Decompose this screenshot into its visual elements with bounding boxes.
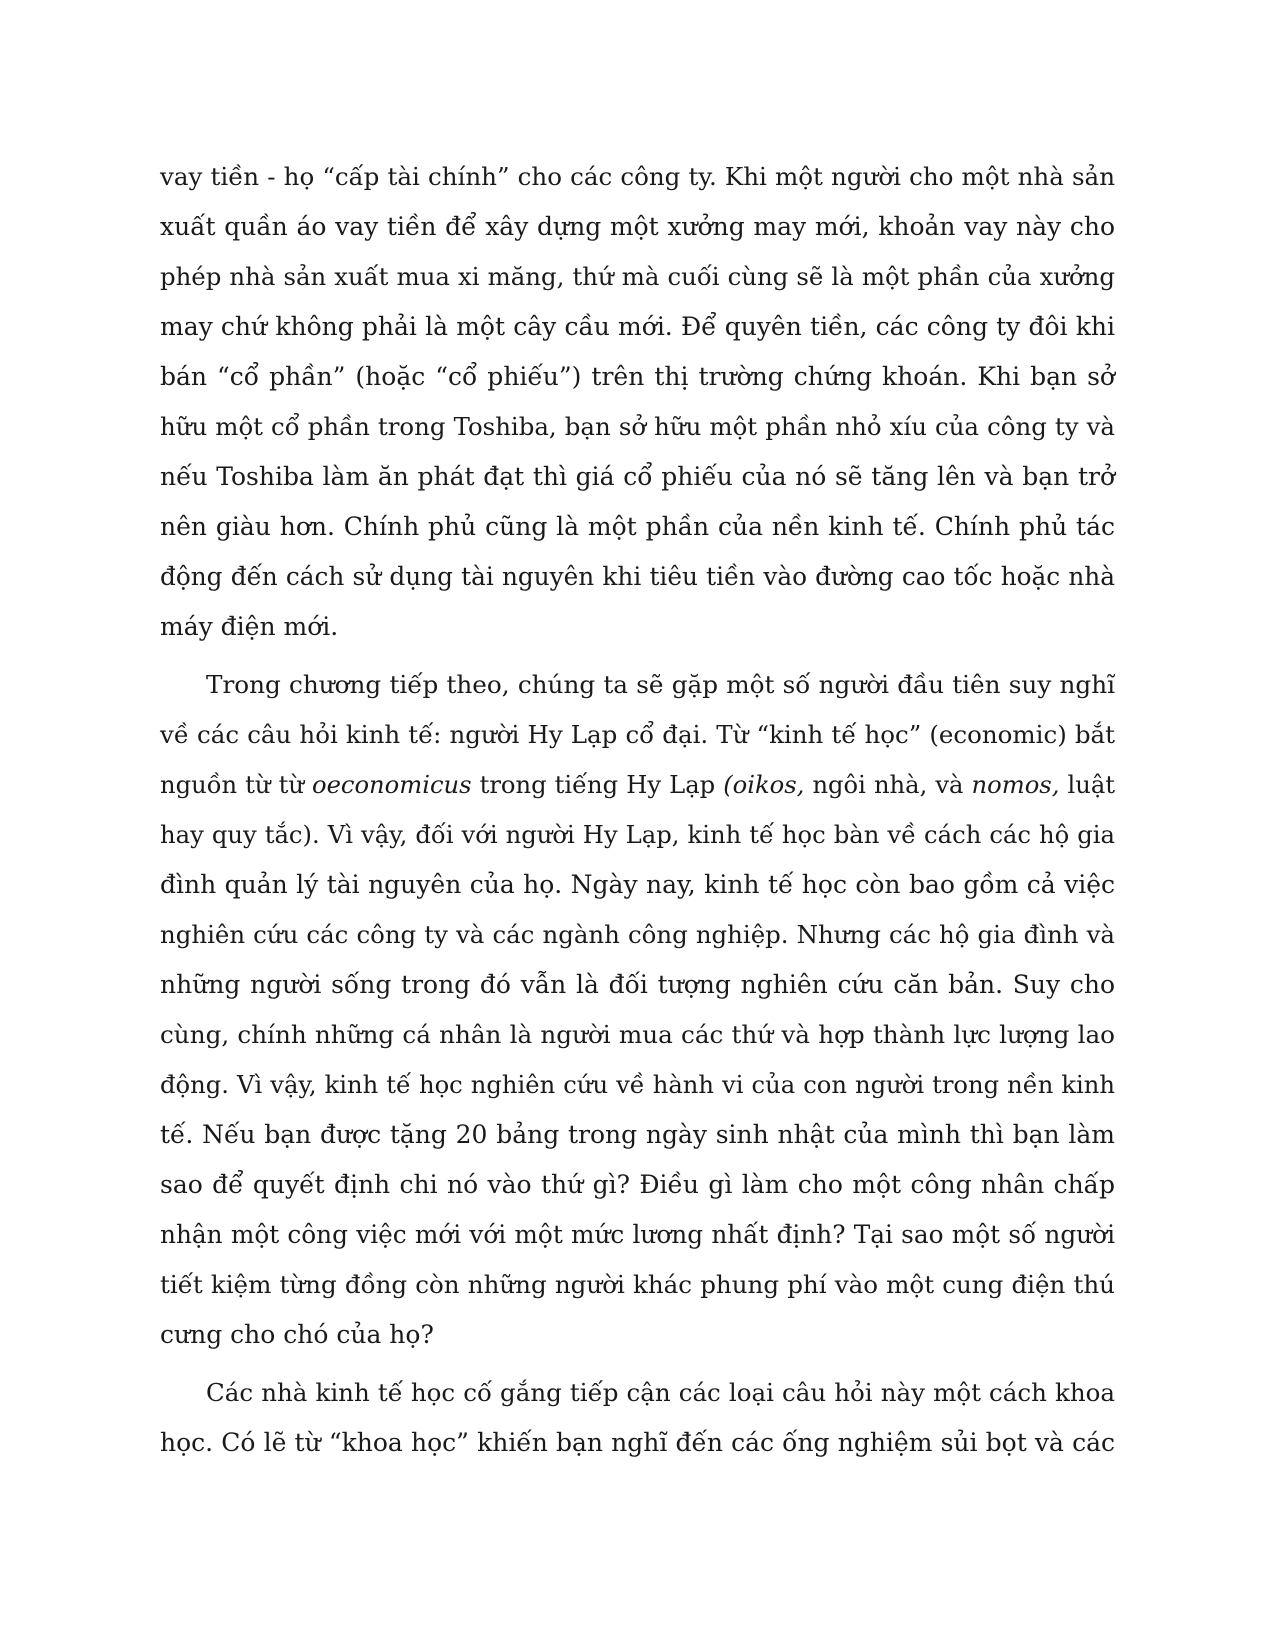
paragraph-gap xyxy=(160,652,1115,660)
text-line: xuất quần áo vay tiền để xây dựng một xưởng may mới, khoản vay này cho xyxy=(160,212,1115,241)
text-line: sao để quyết định chi nó vào thứ gì? Điều gì làm cho một công nhân chấp xyxy=(160,1170,1115,1199)
text-line: Trong chương tiếp theo, chúng ta sẽ gặp một số người đầu tiên suy nghĩ xyxy=(206,670,1115,699)
text-line: vay tiền - họ “cấp tài chính” cho các công ty. Khi một người cho một nhà sản xyxy=(160,162,1115,191)
text-line: tiết kiệm từng đồng còn những người khác phung phí vào một cung điện thú xyxy=(160,1270,1115,1299)
text-line: phép nhà sản xuất mua xi măng, thứ mà cuối cùng sẽ là một phần của xưởng xyxy=(160,262,1115,291)
text-line: máy điện mới. xyxy=(160,612,339,641)
text-line: cưng cho chó của họ? xyxy=(160,1320,434,1349)
text-line: bán “cổ phần” (hoặc “cổ phiếu”) trên thị trường chứng khoán. Khi bạn sở xyxy=(160,362,1115,391)
text-line: động đến cách sử dụng tài nguyên khi tiêu tiền vào đường cao tốc hoặc nhà xyxy=(160,562,1115,591)
body-text xyxy=(160,152,1115,1468)
text-line: nguồn từ từ oeconomicus trong tiếng Hy Lạp (oikos, ngôi nhà, và nomos, luật xyxy=(160,771,1115,799)
paragraph-gap xyxy=(160,1360,1115,1368)
paragraph-2 xyxy=(160,660,1115,1360)
italic-term: oeconomicus xyxy=(312,771,472,799)
text-line: hay quy tắc). Vì vậy, đối với người Hy Lạp, kinh tế học bàn về cách các hộ gia xyxy=(160,820,1115,849)
text-line: về các câu hỏi kinh tế: người Hy Lạp cổ đại. Từ “kinh tế học” (economic) bắt xyxy=(160,720,1115,749)
text-line: nếu Toshiba làm ăn phát đạt thì giá cổ phiếu của nó sẽ tăng lên và bạn trở xyxy=(160,462,1115,491)
text-line: hữu một cổ phần trong Toshiba, bạn sở hữu một phần nhỏ xíu của công ty và xyxy=(160,412,1115,441)
text-line: Các nhà kinh tế học cố gắng tiếp cận các loại câu hỏi này một cách khoa xyxy=(206,1378,1115,1407)
text-line: nghiên cứu các công ty và các ngành công nghiệp. Nhưng các hộ gia đình và xyxy=(160,920,1115,949)
text-line: tế. Nếu bạn được tặng 20 bảng trong ngày sinh nhật của mình thì bạn làm xyxy=(160,1120,1115,1149)
text-line: cùng, chính những cá nhân là người mua các thứ và hợp thành lực lượng lao xyxy=(160,1020,1115,1049)
italic-term: (oikos, xyxy=(723,771,805,799)
paragraph-1 xyxy=(160,152,1115,652)
text-line: những người sống trong đó vẫn là đối tượng nghiên cứu căn bản. Suy cho xyxy=(160,970,1115,999)
italic-term: nomos, xyxy=(971,771,1060,799)
text-line: nhận một công việc mới với một mức lương nhất định? Tại sao một số người xyxy=(160,1220,1115,1249)
text-line: may chứ không phải là một cây cầu mới. Để quyên tiền, các công ty đôi khi xyxy=(160,312,1115,341)
text-line: nên giàu hơn. Chính phủ cũng là một phần của nền kinh tế. Chính phủ tác xyxy=(160,512,1115,541)
text-line: động. Vì vậy, kinh tế học nghiên cứu về hành vi của con người trong nền kinh xyxy=(160,1070,1115,1099)
text-line: học. Có lẽ từ “khoa học” khiến bạn nghĩ đến các ống nghiệm sủi bọt và các xyxy=(160,1428,1115,1457)
paragraph-3 xyxy=(160,1368,1115,1468)
text-line: đình quản lý tài nguyên của họ. Ngày nay, kinh tế học còn bao gồm cả việc xyxy=(160,870,1115,899)
